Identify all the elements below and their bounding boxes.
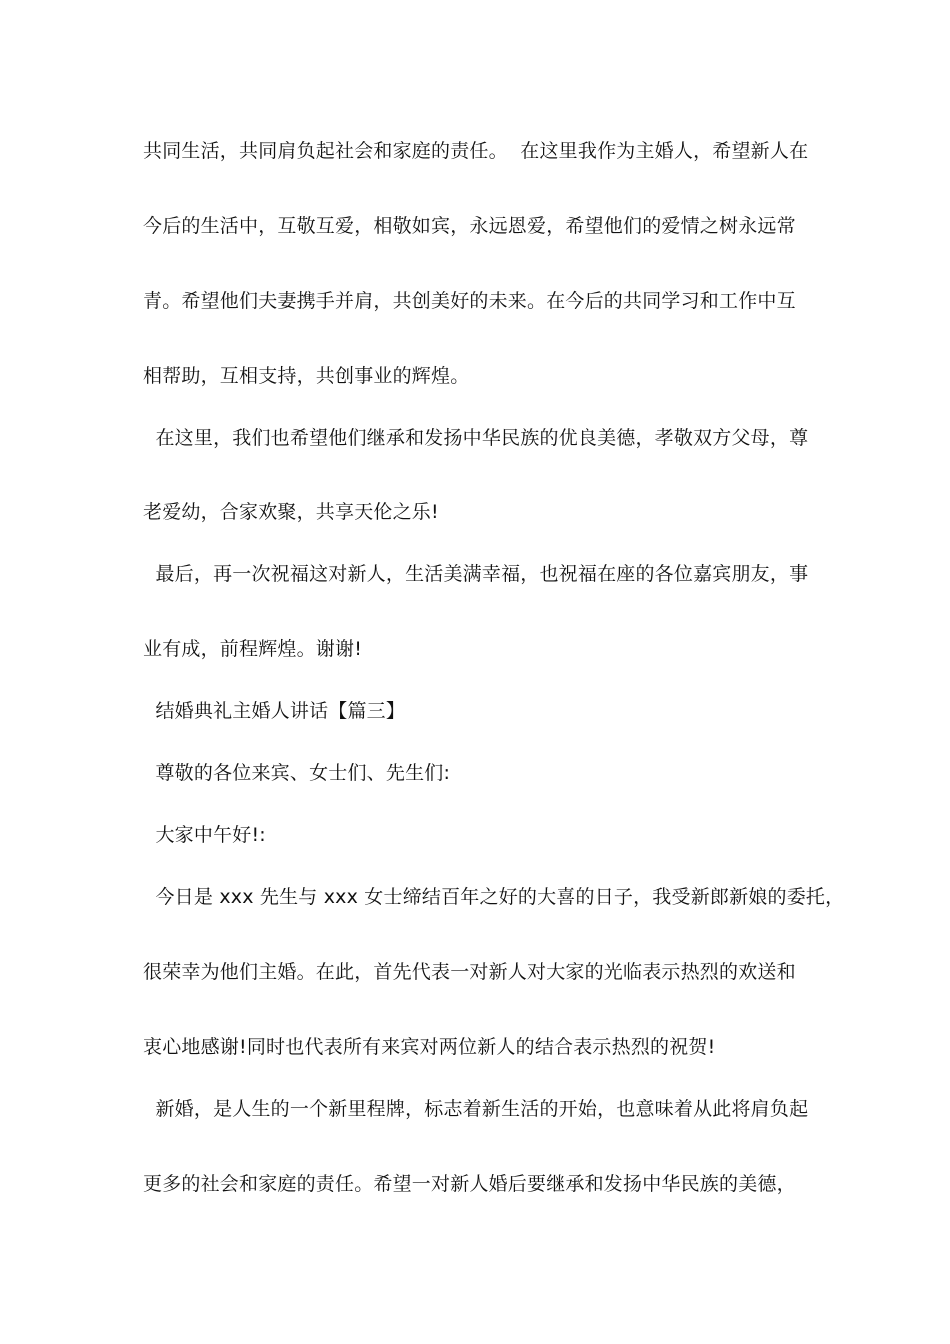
text-line: 最后，再一次祝福这对新人，生活美满幸福，也祝福在座的各位嘉宾朋友，事 — [143, 563, 809, 585]
section-heading: 结婚典礼主婚人讲话【篇三】 — [143, 700, 406, 722]
text-line: 尊敬的各位来宾、女士们、先生们: — [143, 762, 451, 784]
text-line: 大家中午好!: — [143, 824, 266, 846]
text-line: 衷心地感谢!同时也代表所有来宾对两位新人的结合表示热烈的祝贺! — [143, 1036, 716, 1058]
text-line: 青。希望他们夫妻携手并肩，共创美好的未来。在今后的共同学习和工作中互 — [143, 290, 796, 312]
text-line: 新婚，是人生的一个新里程牌，标志着新生活的开始，也意味着从此将肩负起 — [143, 1098, 809, 1120]
text-line: 今后的生活中，互敬互爱，相敬如宾，永远恩爱，希望他们的爱情之树永远常 — [143, 215, 796, 237]
text-line: 更多的社会和家庭的责任。希望一对新人婚后要继承和发扬中华民族的美德， — [143, 1173, 796, 1195]
text-line: 今日是 xxx 先生与 xxx 女士缔结百年之好的大喜的日子，我受新郎新娘的委托， — [143, 886, 845, 908]
text-line: 老爱幼，合家欢聚，共享天伦之乐! — [143, 501, 439, 523]
text-line: 很荣幸为他们主婚。在此，首先代表一对新人对大家的光临表示热烈的欢送和 — [143, 961, 796, 983]
text-line: 在这里，我们也希望他们继承和发扬中华民族的优良美德，孝敬双方父母，尊 — [143, 427, 809, 449]
text-line: 相帮助，互相支持，共创事业的辉煌。 — [143, 365, 470, 387]
text-line: 共同生活，共同肩负起社会和家庭的责任。 在这里我作为主婚人，希望新人在 — [143, 140, 809, 162]
text-line: 业有成，前程辉煌。谢谢! — [143, 638, 363, 660]
